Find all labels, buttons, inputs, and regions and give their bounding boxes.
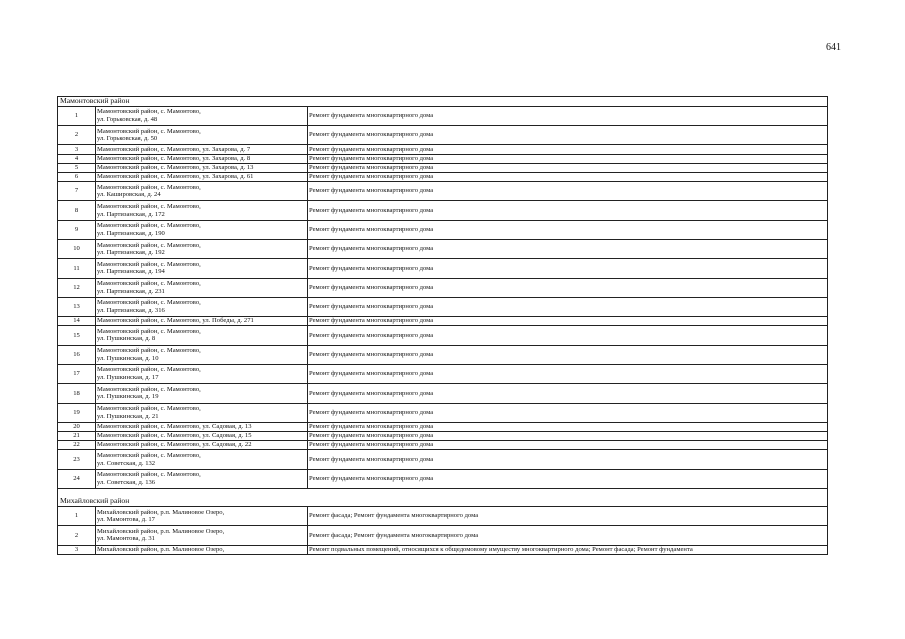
table-row xyxy=(58,384,828,403)
address-line: Мамонтовский район, с. Мамонтово, xyxy=(97,260,201,268)
row-number: 3 xyxy=(58,545,96,554)
works-cell: Ремонт фундамента многоквартирного дома xyxy=(308,145,828,154)
table-row xyxy=(58,441,828,450)
address-cell xyxy=(96,182,308,201)
row-number: 17 xyxy=(58,364,96,383)
table-row xyxy=(58,297,828,316)
address-line: Мамонтовский район, с. Мамонтово, xyxy=(97,183,201,191)
address-line: ул. Партизанская, д. 231 xyxy=(97,287,165,295)
works-cell: Ремонт фундамента многоквартирного дома xyxy=(308,106,828,125)
address-line: ул. Пушкинская, д. 8 xyxy=(97,335,156,343)
works-cell: Ремонт фундамента многоквартирного дома xyxy=(308,259,828,278)
address-cell xyxy=(96,469,308,488)
row-number: 10 xyxy=(58,239,96,258)
row-number: 14 xyxy=(58,317,96,326)
address-line: Мамонтовский район, с. Мамонтово, xyxy=(97,127,201,135)
table-row xyxy=(58,278,828,297)
works-cell: Ремонт фундамента многоквартирного дома xyxy=(308,239,828,258)
address-cell xyxy=(96,172,308,181)
address-line: Мамонтовский район, с. Мамонтово, ул. Садовая, д. 15 xyxy=(97,432,252,440)
address-cell xyxy=(96,154,308,163)
works-cell: Ремонт фундамента многоквартирного дома xyxy=(308,345,828,364)
district-name: Михайловский район xyxy=(58,488,828,506)
table-row xyxy=(58,220,828,239)
works-cell: Ремонт фасада; Ремонт фундамента многоквартирного дома xyxy=(308,506,828,525)
row-number: 1 xyxy=(58,506,96,525)
row-number: 2 xyxy=(58,526,96,545)
works-cell: Ремонт фундамента многоквартирного дома xyxy=(308,432,828,441)
address-cell xyxy=(96,384,308,403)
works-cell: Ремонт фундамента многоквартирного дома xyxy=(308,297,828,316)
table-row xyxy=(58,545,828,554)
table-row xyxy=(58,450,828,469)
address-cell xyxy=(96,545,308,554)
row-number: 1 xyxy=(58,106,96,125)
address-line: Мамонтовский район, с. Мамонтово, xyxy=(97,347,201,355)
address-line: Мамонтовский район, с. Мамонтово, xyxy=(97,471,201,479)
table-row xyxy=(58,469,828,488)
row-number: 20 xyxy=(58,422,96,431)
row-number: 22 xyxy=(58,441,96,450)
address-cell xyxy=(96,163,308,172)
address-line: Мамонтовский район, с. Мамонтово, xyxy=(97,222,201,230)
works-cell: Ремонт фундамента многоквартирного дома xyxy=(308,403,828,422)
row-number: 23 xyxy=(58,450,96,469)
address-line: ул. Пушкинская, д. 19 xyxy=(97,393,159,401)
address-cell xyxy=(96,259,308,278)
row-number: 16 xyxy=(58,345,96,364)
repair-register-table xyxy=(57,96,828,555)
address-line: ул. Советская, д. 136 xyxy=(97,478,156,486)
address-cell xyxy=(96,145,308,154)
row-number: 6 xyxy=(58,172,96,181)
address-line: ул. Партизанская, д. 316 xyxy=(97,306,165,314)
address-cell xyxy=(96,364,308,383)
address-line: ул. Советская, д. 132 xyxy=(97,459,156,467)
address-line: ул. Мамонтова, д. 17 xyxy=(97,516,155,524)
address-line: Мамонтовский район, с. Мамонтово, xyxy=(97,366,201,374)
table-row xyxy=(58,201,828,220)
table-row xyxy=(58,126,828,145)
address-line: Мамонтовский район, с. Мамонтово, xyxy=(97,108,201,116)
works-cell: Ремонт фундамента многоквартирного дома xyxy=(308,201,828,220)
table-row xyxy=(58,259,828,278)
address-cell xyxy=(96,432,308,441)
address-cell xyxy=(96,326,308,345)
address-line: Мамонтовский район, с. Мамонтово, xyxy=(97,299,201,307)
works-cell: Ремонт фундамента многоквартирного дома xyxy=(308,384,828,403)
address-cell xyxy=(96,317,308,326)
table-row xyxy=(58,364,828,383)
address-cell xyxy=(96,422,308,431)
address-line: Мамонтовский район, с. Мамонтово, xyxy=(97,451,201,459)
page-number: 641 xyxy=(826,42,841,53)
row-number: 2 xyxy=(58,126,96,145)
works-cell: Ремонт фундамента многоквартирного дома xyxy=(308,422,828,431)
row-number: 18 xyxy=(58,384,96,403)
address-cell xyxy=(96,506,308,525)
address-cell xyxy=(96,297,308,316)
works-cell: Ремонт фундамента многоквартирного дома xyxy=(308,172,828,181)
address-line: Мамонтовский район, с. Мамонтово, xyxy=(97,327,201,335)
works-cell: Ремонт фундамента многоквартирного дома xyxy=(308,163,828,172)
address-line: ул. Партизанская, д. 194 xyxy=(97,268,165,276)
table-row xyxy=(58,106,828,125)
table-row xyxy=(58,163,828,172)
table-row xyxy=(58,239,828,258)
table-row xyxy=(58,145,828,154)
address-cell xyxy=(96,220,308,239)
address-line: Мамонтовский район, с. Мамонтово, ул. Захарова, д. 61 xyxy=(97,173,254,181)
table-row xyxy=(58,526,828,545)
district-row xyxy=(58,488,828,506)
address-line: Мамонтовский район, с. Мамонтово, xyxy=(97,202,201,210)
address-line: Михайловский район, р.п. Малиновое Озеро, xyxy=(97,527,225,535)
row-number: 21 xyxy=(58,432,96,441)
row-number: 4 xyxy=(58,154,96,163)
table-row xyxy=(58,317,828,326)
address-cell xyxy=(96,450,308,469)
address-line: Михайловский район, р.п. Малиновое Озеро, xyxy=(97,545,225,553)
district-name: Мамонтовский район xyxy=(58,97,828,107)
address-line: ул. Партизанская, д. 172 xyxy=(97,210,165,218)
address-line: Мамонтовский район, с. Мамонтово, xyxy=(97,241,201,249)
address-cell xyxy=(96,403,308,422)
address-line: Мамонтовский район, с. Мамонтово, xyxy=(97,280,201,288)
address-cell xyxy=(96,278,308,297)
address-cell xyxy=(96,345,308,364)
address-line: ул. Пушкинская, д. 10 xyxy=(97,354,159,362)
works-cell: Ремонт фасада; Ремонт фундамента многоквартирного дома xyxy=(308,526,828,545)
address-line: Мамонтовский район, с. Мамонтово, ул. Садовая, д. 13 xyxy=(97,423,252,431)
works-cell: Ремонт фундамента многоквартирного дома xyxy=(308,220,828,239)
row-number: 8 xyxy=(58,201,96,220)
address-line: ул. Кашировская, д. 24 xyxy=(97,191,161,199)
works-cell: Ремонт фундамента многоквартирного дома xyxy=(308,450,828,469)
row-number: 7 xyxy=(58,182,96,201)
address-line: Мамонтовский район, с. Мамонтово, xyxy=(97,405,201,413)
works-cell: Ремонт фундамента многоквартирного дома xyxy=(308,364,828,383)
address-line: Мамонтовский район, с. Мамонтово, ул. Захарова, д. 13 xyxy=(97,163,254,171)
address-line: ул. Горьковская, д. 48 xyxy=(97,115,158,123)
works-cell: Ремонт фундамента многоквартирного дома xyxy=(308,326,828,345)
table-row xyxy=(58,154,828,163)
address-line: Мамонтовский район, с. Мамонтово, ул. Победы, д. 271 xyxy=(97,317,254,325)
table-row xyxy=(58,345,828,364)
table-row xyxy=(58,432,828,441)
row-number: 13 xyxy=(58,297,96,316)
table-row xyxy=(58,326,828,345)
row-number: 9 xyxy=(58,220,96,239)
address-line: Мамонтовский район, с. Мамонтово, ул. Захарова, д. 8 xyxy=(97,154,251,162)
address-line: ул. Пушкинская, д. 21 xyxy=(97,412,159,420)
register-body xyxy=(58,97,828,555)
row-number: 11 xyxy=(58,259,96,278)
address-line: Мамонтовский район, с. Мамонтово, ул. Захарова, д. 7 xyxy=(97,145,251,153)
works-cell: Ремонт фундамента многоквартирного дома xyxy=(308,126,828,145)
table-row xyxy=(58,403,828,422)
row-number: 19 xyxy=(58,403,96,422)
row-number: 3 xyxy=(58,145,96,154)
works-cell: Ремонт фундамента многоквартирного дома xyxy=(308,317,828,326)
row-number: 12 xyxy=(58,278,96,297)
address-line: ул. Партизанская, д. 190 xyxy=(97,229,165,237)
row-number: 24 xyxy=(58,469,96,488)
address-line: Мамонтовский район, с. Мамонтово, ул. Садовая, д. 22 xyxy=(97,441,252,449)
address-line: Мамонтовский район, с. Мамонтово, xyxy=(97,385,201,393)
table-row xyxy=(58,172,828,181)
address-cell xyxy=(96,526,308,545)
district-row xyxy=(58,97,828,107)
row-number: 5 xyxy=(58,163,96,172)
table-row xyxy=(58,506,828,525)
works-cell: Ремонт фундамента многоквартирного дома xyxy=(308,278,828,297)
table-row xyxy=(58,422,828,431)
address-cell xyxy=(96,239,308,258)
address-cell xyxy=(96,441,308,450)
table-row xyxy=(58,182,828,201)
row-number: 15 xyxy=(58,326,96,345)
address-line: ул. Партизанская, д. 192 xyxy=(97,249,165,257)
address-line: ул. Мамонтова, д. 31 xyxy=(97,535,155,543)
works-cell: Ремонт фундамента многоквартирного дома xyxy=(308,469,828,488)
address-cell xyxy=(96,106,308,125)
works-cell: Ремонт фундамента многоквартирного дома xyxy=(308,182,828,201)
works-cell: Ремонт подвальных помещений, относящихся к общедомовому имуществу многоквартирного дома; Ремонт фасада; Ремонт фундамента xyxy=(308,545,828,554)
address-line: Михайловский район, р.п. Малиновое Озеро, xyxy=(97,508,225,516)
address-line: ул. Пушкинская, д. 17 xyxy=(97,374,159,382)
works-cell: Ремонт фундамента многоквартирного дома xyxy=(308,154,828,163)
address-cell xyxy=(96,126,308,145)
works-cell: Ремонт фундамента многоквартирного дома xyxy=(308,441,828,450)
address-cell xyxy=(96,201,308,220)
address-line: ул. Горьковская, д. 50 xyxy=(97,135,158,143)
